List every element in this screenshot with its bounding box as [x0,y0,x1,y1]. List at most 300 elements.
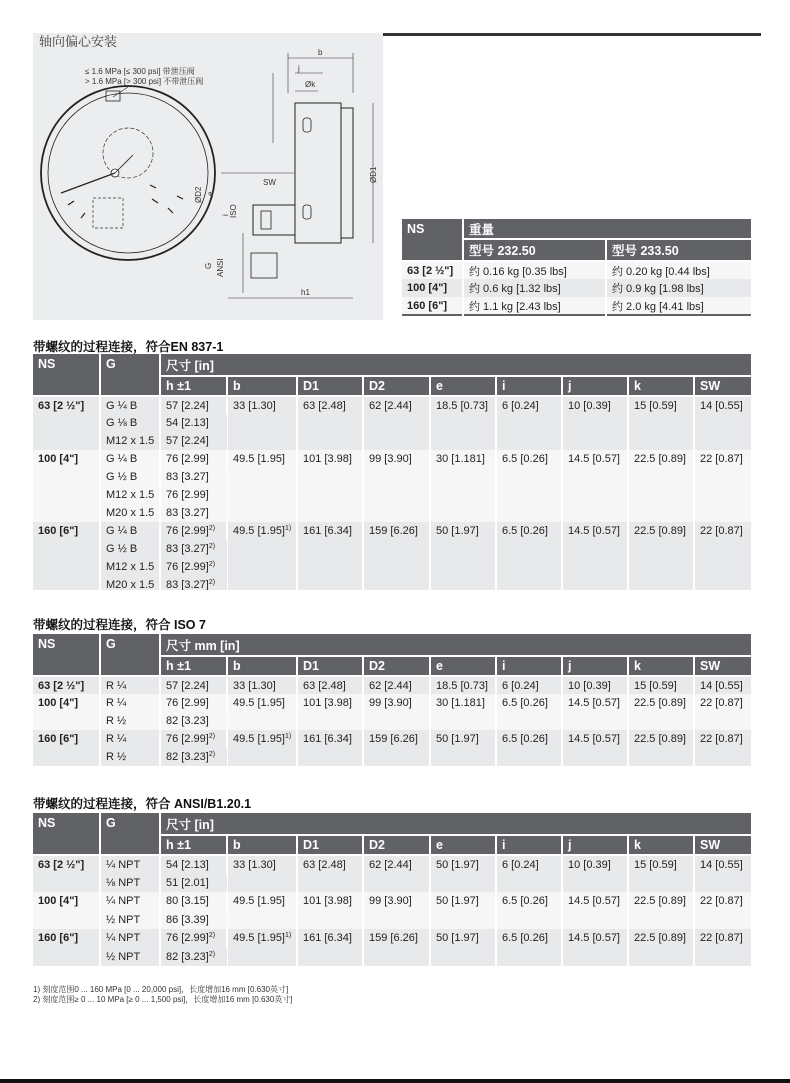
g-cell: M12 x 1.5 [100,486,160,504]
col-header: h ±1 [160,835,227,855]
table-row [33,855,751,874]
h-cell [160,712,227,730]
b-cell [227,694,297,730]
weight-value: 约 1.1 kg [2.43 lbs] [463,297,606,315]
g-cell: G ¼ B [100,522,160,540]
col-header: D1 [297,376,363,396]
d1-cell [297,396,363,450]
k-value: 15 [0.59] [634,400,677,412]
dim-i-label: i [221,214,230,216]
h-value: 82 [3.23] [166,950,209,963]
d1-value: 101 [3.98] [303,453,352,465]
table3-title: 带螺纹的过程连接，符合 ANSI/B1.20.1 [33,797,252,811]
d2-value: 62 [2.44] [369,400,412,412]
d2-cell [363,450,430,522]
h-cell [160,855,227,874]
d1-cell [297,676,363,694]
h-value: 76 [2.99] [166,932,209,945]
dim-d2-label: ØD2 [194,186,203,203]
k-value: 22.5 [0.89] [634,453,686,465]
h-value: 86 [3.39] [166,913,209,926]
e-cell [430,676,496,694]
i-value: 6 [0.24] [502,680,539,692]
weight-value: 约 0.20 kg [0.44 lbs] [606,261,751,279]
footnote-ref: 1) [285,932,292,939]
b-value: 49.5 [1.95] [233,932,285,944]
ns-cell: 100 [4"] [33,892,100,929]
i-value: 6.5 [0.26] [502,697,548,709]
sw-value: 22 [0.87] [700,697,743,709]
d2-cell [363,730,430,766]
col-header: i [496,656,562,676]
col-header: i [496,835,562,855]
k-cell [628,929,694,966]
table-row [33,892,751,911]
h-cell [160,504,227,522]
weight-ns: 100 [4"] [402,279,463,297]
g-cell: ½ NPT [100,911,160,930]
e-value: 50 [1.97] [436,525,479,537]
g-cell: M20 x 1.5 [100,576,160,590]
b-cell [227,676,297,694]
sw-cell [694,694,751,730]
sw-value: 14 [0.55] [700,400,743,412]
h-value: 83 [3.27] [166,507,209,519]
g-header: G [100,354,160,396]
g-cell: G ¼ B [100,396,160,414]
sw-value: 14 [0.55] [700,859,743,871]
h-cell [160,522,227,540]
d2-value: 62 [2.44] [369,680,412,692]
valve-note-2: > 1.6 MPa [> 300 psi] 不带泄压阀 [85,77,204,86]
h-cell [160,694,227,712]
front-view-dial [41,86,215,260]
g-cell: G ½ B [100,468,160,486]
j-cell [562,396,628,450]
g-header: G [100,813,160,855]
g-cell: R ½ [100,748,160,766]
sw-cell [694,450,751,522]
i-cell [496,929,562,966]
g-cell: R ½ [100,712,160,730]
col-header: b [227,376,297,396]
h-value: 76 [2.99] [166,525,209,537]
col-header: i [496,376,562,396]
b-value: 49.5 [1.95] [233,733,285,745]
d2-value: 159 [6.26] [369,733,418,745]
j-value: 10 [0.39] [568,400,611,412]
h-value: 80 [3.15] [166,895,209,908]
sw-value: 22 [0.87] [700,453,743,465]
sw-cell [694,892,751,929]
col-header: SW [694,656,751,676]
b-value: 49.5 [1.95] [233,525,285,537]
col-header: SW [694,835,751,855]
b-cell [227,730,297,766]
col-header: b [227,656,297,676]
bottom-rule [0,1079,790,1083]
h-cell [160,748,227,766]
j-value: 14.5 [0.57] [568,525,620,537]
dimension-header: 尺寸 mm [in] [160,634,751,656]
k-cell [628,730,694,766]
dimension-header: 尺寸 [in] [160,813,751,835]
weight-value: 约 0.9 kg [1.98 lbs] [606,279,751,297]
sw-cell [694,929,751,966]
j-value: 14.5 [0.57] [568,697,620,709]
d1-cell [297,855,363,892]
d1-value: 63 [2.48] [303,859,346,871]
b-value: 49.5 [1.95] [233,895,285,907]
col-header: j [562,656,628,676]
k-value: 22.5 [0.89] [634,525,686,537]
j-value: 14.5 [0.57] [568,453,620,465]
dim-k-label: Øk [305,80,316,89]
i-cell [496,522,562,590]
col-header: e [430,835,496,855]
i-cell [496,676,562,694]
g-cell: ¼ NPT [100,892,160,911]
b-cell [227,450,297,522]
g-cell: R ¼ [100,730,160,748]
i-cell [496,396,562,450]
e-value: 30 [1.181] [436,697,485,709]
j-value: 10 [0.39] [568,680,611,692]
ns-header: NS [33,813,100,855]
h-cell [160,874,227,893]
h-cell [160,576,227,590]
h-cell [160,450,227,468]
e-value: 30 [1.181] [436,453,485,465]
footnote-ref: 2) [208,525,216,532]
e-cell [430,694,496,730]
e-value: 18.5 [0.73] [436,680,488,692]
table-row [33,450,751,468]
g-cell: ¼ NPT [100,855,160,874]
d2-cell [363,892,430,929]
h-cell [160,432,227,450]
i-cell [496,694,562,730]
col-header: SW [694,376,751,396]
g-cell: ⅛ NPT [100,874,160,893]
d2-cell [363,396,430,450]
top-rule [383,33,761,36]
k-cell [628,694,694,730]
e-cell [430,892,496,929]
d1-cell [297,450,363,522]
j-cell [562,450,628,522]
g-cell: R ¼ [100,676,160,694]
footnote-2: 2) 刻度范围≥ 0 ... 10 MPa [≥ 0 ... 1,500 psi]，长度增加16 mm [0.630英寸] [33,995,293,1004]
d1-value: 161 [6.34] [303,733,352,745]
ns-cell: 100 [4"] [33,450,100,522]
j-value: 10 [0.39] [568,859,611,871]
d2-cell [363,694,430,730]
h-value: 82 [3.23] [166,715,209,727]
e-value: 50 [1.97] [436,859,479,871]
dim-iso-label: ISO [229,204,238,218]
footnote-ref: 2) [208,561,216,568]
col-header: e [430,376,496,396]
i-cell [496,892,562,929]
d1-value: 63 [2.48] [303,400,346,412]
col-header: b [227,835,297,855]
g-cell: G ¼ B [100,450,160,468]
b-cell [227,929,297,966]
footnote-ref: 2) [208,932,216,940]
e-value: 50 [1.97] [436,895,479,907]
ns-cell: 63 [2 ½"] [33,855,100,892]
g-header: G [100,634,160,676]
drawing-title: 轴向偏心安装 [39,34,118,49]
h-value: 76 [2.99] [166,489,209,501]
h-value: 76 [2.99] [166,697,209,709]
g-cell: G ⅛ B [100,414,160,432]
k-cell [628,522,694,590]
b-cell [227,396,297,450]
h-value: 76 [2.99] [166,733,209,745]
weight-value: 约 0.16 kg [0.35 lbs] [463,261,606,279]
d1-cell [297,730,363,766]
d2-value: 99 [3.90] [369,895,412,907]
weight-row [402,279,751,297]
footnote-ref: 2) [208,579,216,586]
ns-header: NS [33,354,100,396]
e-cell [430,855,496,892]
table1-title: 带螺纹的过程连接，符合EN 837-1 [33,340,224,354]
e-cell [430,929,496,966]
d1-value: 161 [6.34] [303,525,352,537]
iso7-table [33,634,751,766]
h-value: 57 [2.24] [166,399,209,412]
h-value: 83 [3.27] [166,579,209,590]
col-header: D1 [297,656,363,676]
e-value: 50 [1.97] [436,733,479,745]
d1-cell [297,892,363,929]
h-cell [160,892,227,911]
d2-cell [363,855,430,892]
h-value: 76 [2.99] [166,561,209,573]
j-cell [562,929,628,966]
weight-row [402,297,751,315]
j-cell [562,892,628,929]
g-cell: R ¼ [100,694,160,712]
e-cell [430,730,496,766]
j-cell [562,522,628,590]
k-cell [628,450,694,522]
i-value: 6 [0.24] [502,859,539,871]
k-cell [628,676,694,694]
d1-value: 63 [2.48] [303,680,346,692]
i-value: 6.5 [0.26] [502,895,548,907]
ansi-table [33,813,751,966]
sw-cell [694,730,751,766]
b-value: 33 [1.30] [233,680,276,692]
e-cell [430,450,496,522]
j-value: 14.5 [0.57] [568,932,620,944]
dim-d1-label: ØD1 [369,166,378,183]
h-cell [160,486,227,504]
h-cell [160,676,227,694]
footnote-ref: 2) [208,543,216,550]
j-cell [562,855,628,892]
col-header: D2 [363,376,430,396]
model-header-2: 型号 233.50 [606,239,751,261]
footnote-ref: 2) [208,751,216,758]
sw-value: 22 [0.87] [700,733,743,745]
d2-value: 99 [3.90] [369,453,412,465]
table2-title: 带螺纹的过程连接，符合 ISO 7 [33,618,206,632]
ns-cell: 160 [6"] [33,730,100,766]
k-value: 22.5 [0.89] [634,895,686,907]
b-cell [227,522,297,590]
table-row [33,522,751,540]
d1-cell [297,522,363,590]
col-header: h ±1 [160,656,227,676]
e-value: 50 [1.97] [436,932,479,944]
ns-cell: 63 [2 ½"] [33,676,100,694]
h-value: 83 [3.27] [166,543,209,555]
k-value: 22.5 [0.89] [634,932,686,944]
weight-header: 重量 [463,219,751,239]
k-cell [628,855,694,892]
d2-value: 99 [3.90] [369,697,412,709]
j-cell [562,676,628,694]
ns-cell: 100 [4"] [33,694,100,730]
h-value: 83 [3.27] [166,471,209,483]
valve-note-1: ≤ 1.6 MPa [≤ 300 psi] 带泄压阀 [85,67,195,76]
h-value: 57 [2.24] [166,679,209,692]
sw-cell [694,855,751,892]
col-header: k [628,835,694,855]
col-header: j [562,376,628,396]
h-cell [160,414,227,432]
j-value: 14.5 [0.57] [568,895,620,907]
col-header: D1 [297,835,363,855]
weight-ns: 63 [2 ½"] [402,261,463,279]
d1-value: 161 [6.34] [303,932,352,944]
d1-cell [297,694,363,730]
weight-value: 约 2.0 kg [4.41 lbs] [606,297,751,315]
ns-cell: 160 [6"] [33,522,100,590]
h-cell [160,540,227,558]
i-cell [496,450,562,522]
sw-value: 14 [0.55] [700,680,743,692]
h-cell [160,468,227,486]
k-value: 15 [0.59] [634,859,677,871]
ns-cell: 63 [2 ½"] [33,396,100,450]
g-cell: M12 x 1.5 [100,432,160,450]
weight-ns: 160 [6"] [402,297,463,315]
d1-value: 101 [3.98] [303,697,352,709]
g-cell: ½ NPT [100,948,160,967]
b-value: 33 [1.30] [233,400,276,412]
d2-cell [363,522,430,590]
sw-value: 22 [0.87] [700,932,743,944]
col-header: j [562,835,628,855]
i-value: 6.5 [0.26] [502,525,548,537]
g-cell: ¼ NPT [100,929,160,948]
sw-cell [694,522,751,590]
b-cell [227,855,297,892]
g-cell: M12 x 1.5 [100,558,160,576]
h-value: 57 [2.24] [166,435,209,447]
dim-g-label: G [204,262,213,269]
col-header: e [430,656,496,676]
dim-b-label: b [318,48,323,57]
j-cell [562,694,628,730]
footnote-ref: 2) [208,733,216,740]
h-cell [160,558,227,576]
ns-cell: 160 [6"] [33,929,100,966]
footnote-ref: 1) [285,733,292,740]
table-row [33,396,751,414]
i-value: 6.5 [0.26] [502,733,548,745]
table-row [33,676,751,694]
footnote-1: 1) 刻度范围0 ... 160 MPa [0 ... 20,000 psi]，长度增加16 mm [0.630英寸] [33,985,289,994]
gauge-drawing-svg [33,33,383,320]
h-cell [160,396,227,414]
d2-cell [363,929,430,966]
sw-value: 22 [0.87] [700,525,743,537]
sw-value: 22 [0.87] [700,895,743,907]
h-value: 51 [2.01] [166,876,209,889]
dimension-header: 尺寸 [in] [160,354,751,376]
dim-ansi-label: ANSI [216,258,225,277]
sw-cell [694,396,751,450]
i-cell [496,855,562,892]
d2-value: 159 [6.26] [369,932,418,944]
col-header: D2 [363,656,430,676]
table-row [33,929,751,948]
d2-value: 159 [6.26] [369,525,418,537]
j-value: 14.5 [0.57] [568,733,620,745]
weight-value: 约 0.6 kg [1.32 lbs] [463,279,606,297]
dim-j-label: j [298,64,300,73]
h-value: 82 [3.23] [166,751,209,763]
b-value: 33 [1.30] [233,859,276,871]
side-view [221,53,373,298]
b-value: 49.5 [1.95] [233,697,285,709]
k-value: 22.5 [0.89] [634,733,686,745]
weight-table [402,219,751,316]
d2-value: 62 [2.44] [369,859,412,871]
g-cell: G ½ B [100,540,160,558]
table1-clip [33,354,751,590]
e-cell [430,522,496,590]
model-header-1: 型号 232.50 [463,239,606,261]
col-header: k [628,376,694,396]
k-cell [628,396,694,450]
e-value: 18.5 [0.73] [436,400,488,412]
col-header: k [628,656,694,676]
table-row [33,730,751,748]
h-value: 54 [2.13] [166,417,209,429]
h-cell [160,730,227,748]
en837-table [33,354,751,590]
col-header: D2 [363,835,430,855]
weight-ns-header: NS [402,219,463,261]
i-cell [496,730,562,766]
d2-cell [363,676,430,694]
technical-drawing [33,33,383,320]
k-value: 22.5 [0.89] [634,697,686,709]
footnote-ref: 2) [208,950,216,958]
i-value: 6.5 [0.26] [502,453,548,465]
table-row [33,694,751,712]
k-value: 15 [0.59] [634,680,677,692]
g-cell: M20 x 1.5 [100,504,160,522]
